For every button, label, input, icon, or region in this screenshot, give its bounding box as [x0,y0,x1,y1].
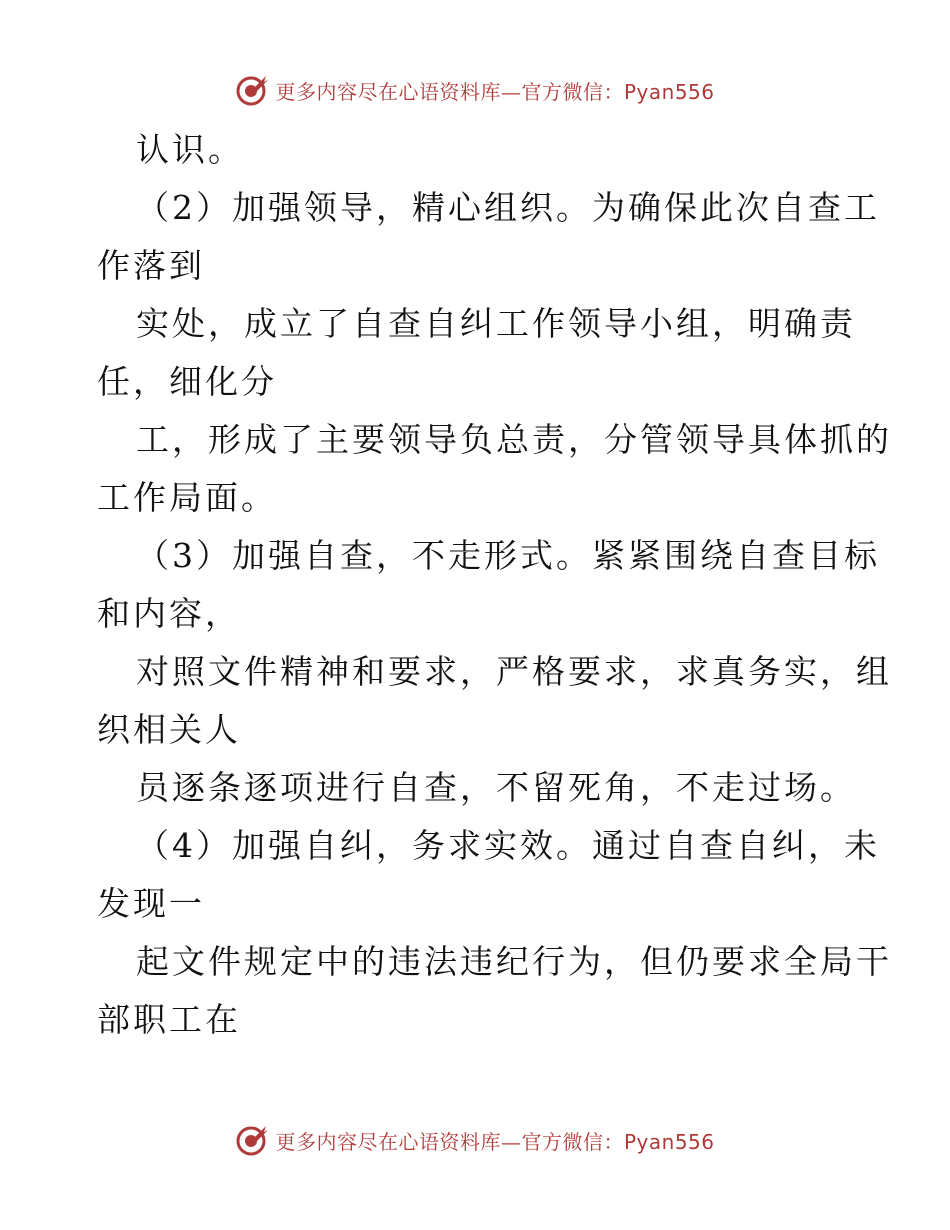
banner-wechat-label: 官方微信： [521,1129,624,1154]
header-banner [0,70,950,110]
banner-separator: — [500,1129,522,1154]
body-line: 发现一 [97,884,205,923]
banner-text [275,1126,714,1155]
quill-logo-icon [235,73,269,107]
banner-separator: — [500,79,522,104]
body-line: 实处，成立了自查自纠工作领导小组，明确责 [136,304,856,343]
banner-site-name: 更多内容尽在心语资料库 [275,1129,501,1154]
body-line: 任，细化分 [97,362,277,401]
body-line: 部职工在 [97,1000,241,1039]
body-line: 工，形成了主要领导负总责，分管领导具体抓的 [136,420,892,459]
body-line: （2）加强领导，精心组织。为确保此次自查工 [136,188,880,227]
body-line: （3）加强自查，不走形式。紧紧围绕自查目标 [136,536,880,575]
body-line: 作落到 [97,246,205,285]
body-line: 认识。 [136,130,244,169]
body-line: 起文件规定中的违法违纪行为，但仍要求全局干 [136,942,892,981]
body-line: （4）加强自纠，务求实效。通过自查自纠，未 [136,826,880,865]
banner-text [275,76,714,105]
body-line: 织相关人 [97,710,241,749]
body-line: 工作局面。 [97,478,277,517]
body-line: 员逐条逐项进行自查，不留死角，不走过场。 [136,768,856,807]
footer-banner [0,1120,950,1160]
banner-wechat-label: 官方微信： [521,79,624,104]
banner-site-name: 更多内容尽在心语资料库 [275,79,501,104]
banner-wechat-id: Pyan556 [623,1129,715,1154]
body-line: 对照文件精神和要求，严格要求，求真务实，组 [136,652,892,691]
quill-logo-icon [235,1123,269,1157]
body-line: 和内容， [97,594,241,633]
banner-wechat-id: Pyan556 [623,79,715,104]
